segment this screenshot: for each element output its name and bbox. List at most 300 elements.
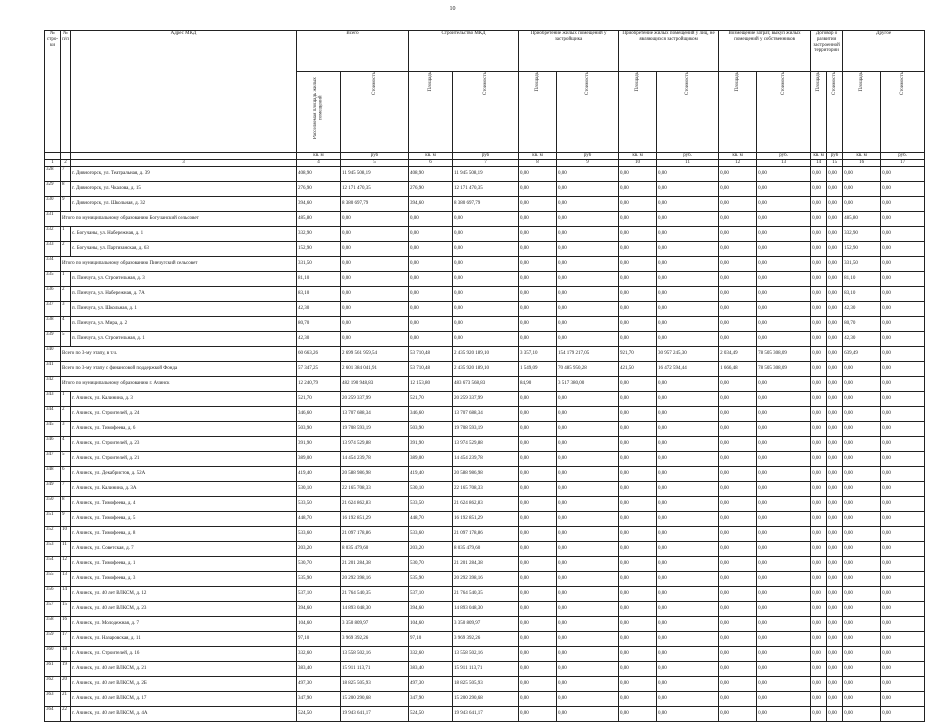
value-cell: 0,00 bbox=[619, 496, 657, 511]
value-cell: 0,00 bbox=[811, 631, 827, 646]
address-cell: г. Ачинск, ул. 40 лет ВЛКСМ, д. 23 bbox=[71, 601, 297, 616]
value-cell: 0,00 bbox=[619, 166, 657, 181]
row-number-cell: 338 bbox=[45, 316, 61, 331]
column-index-cell: 9 bbox=[557, 159, 619, 166]
value-cell: 0,00 bbox=[843, 646, 881, 661]
unit-cell-blank bbox=[61, 153, 71, 160]
address-cell: г. Дивногорск, ул. Театральная, д. 39 bbox=[71, 166, 297, 181]
value-cell: 13 974 529,88 bbox=[453, 436, 519, 451]
value-cell: 0,00 bbox=[657, 616, 719, 631]
unit-cell: кв. м bbox=[409, 153, 453, 160]
value-cell: 0,00 bbox=[881, 451, 925, 466]
column-index-cell: 5 bbox=[341, 159, 409, 166]
value-cell: 394,60 bbox=[297, 196, 341, 211]
table-row bbox=[45, 226, 925, 241]
value-cell: 408,90 bbox=[409, 166, 453, 181]
item-number-cell: 20 bbox=[61, 676, 71, 691]
value-cell: 0,00 bbox=[827, 646, 843, 661]
table-row bbox=[45, 451, 925, 466]
value-cell: 0,00 bbox=[719, 631, 757, 646]
value-cell: 0,00 bbox=[619, 451, 657, 466]
table-row bbox=[45, 661, 925, 676]
value-cell: 2 034,49 bbox=[719, 346, 757, 361]
value-cell: 0,00 bbox=[843, 691, 881, 706]
value-cell: 0,00 bbox=[827, 346, 843, 361]
value-cell: 0,00 bbox=[341, 301, 409, 316]
value-cell: 0,00 bbox=[409, 331, 453, 346]
value-cell: 12 171 470,35 bbox=[453, 181, 519, 196]
value-cell: 0,00 bbox=[657, 586, 719, 601]
value-cell: 16 192 851,29 bbox=[453, 511, 519, 526]
value-cell: 0,00 bbox=[811, 601, 827, 616]
value-cell: 21 764 540,35 bbox=[341, 586, 409, 601]
value-cell: 0,00 bbox=[827, 226, 843, 241]
value-cell: 0,00 bbox=[719, 181, 757, 196]
value-cell: 0,00 bbox=[827, 451, 843, 466]
row-number-cell: 332 bbox=[45, 226, 61, 241]
column-index-cell: 7 bbox=[453, 159, 519, 166]
value-cell: 80,70 bbox=[297, 316, 341, 331]
item-number-cell: 7 bbox=[61, 481, 71, 496]
value-cell: 0,00 bbox=[881, 271, 925, 286]
value-cell: 0,00 bbox=[557, 706, 619, 721]
value-cell: 0,00 bbox=[341, 331, 409, 346]
value-cell: 0,00 bbox=[719, 196, 757, 211]
value-cell: 0,00 bbox=[843, 616, 881, 631]
row-number-cell: 342 bbox=[45, 376, 61, 391]
value-cell: 0,00 bbox=[719, 226, 757, 241]
value-cell: 0,00 bbox=[519, 301, 557, 316]
value-cell: 0,00 bbox=[719, 661, 757, 676]
row-number-cell: 360 bbox=[45, 646, 61, 661]
address-cell: г. Ачинск, ул. Тимофеева, д. 3 bbox=[71, 571, 297, 586]
item-number-cell: 2 bbox=[61, 286, 71, 301]
table-body bbox=[45, 166, 925, 721]
value-cell: 0,00 bbox=[519, 526, 557, 541]
item-number-cell: 11 bbox=[61, 541, 71, 556]
value-cell: 0,00 bbox=[519, 466, 557, 481]
value-cell: 533,50 bbox=[409, 496, 453, 511]
item-number-cell: 4 bbox=[61, 436, 71, 451]
subheader-cell bbox=[843, 72, 881, 153]
value-cell: 0,00 bbox=[657, 241, 719, 256]
value-cell: 0,00 bbox=[843, 556, 881, 571]
value-cell: 19 708 593,19 bbox=[453, 421, 519, 436]
value-cell: 0,00 bbox=[657, 331, 719, 346]
value-cell: 0,00 bbox=[519, 556, 557, 571]
value-cell: 0,00 bbox=[843, 361, 881, 376]
value-cell: 0,00 bbox=[519, 631, 557, 646]
value-cell: 0,00 bbox=[881, 466, 925, 481]
value-cell: 276,90 bbox=[409, 181, 453, 196]
value-cell: 0,00 bbox=[619, 421, 657, 436]
item-number-cell: 3 bbox=[61, 301, 71, 316]
value-cell: 0,00 bbox=[657, 466, 719, 481]
value-cell: 0,00 bbox=[619, 316, 657, 331]
value-cell: 0,00 bbox=[657, 661, 719, 676]
value-cell: 0,00 bbox=[453, 241, 519, 256]
value-cell: 0,00 bbox=[827, 316, 843, 331]
subheader-label: Стоимость bbox=[482, 72, 488, 96]
value-cell: 0,00 bbox=[519, 196, 557, 211]
row-number-cell: 340 bbox=[45, 346, 61, 361]
value-cell: 0,00 bbox=[719, 616, 757, 631]
address-cell: г. Ачинск, ул. 40 лет ВЛКСМ, д. 4А bbox=[71, 706, 297, 721]
unit-cell: кв. м bbox=[619, 153, 657, 160]
value-cell: 0,00 bbox=[843, 601, 881, 616]
value-cell: 0,00 bbox=[881, 241, 925, 256]
value-cell: 391,90 bbox=[409, 436, 453, 451]
value-cell: 15 200 290,68 bbox=[453, 691, 519, 706]
value-cell: 20 292 398,16 bbox=[453, 571, 519, 586]
group-header-developer-purchase: Приобретение жилых помещений у застройщика bbox=[519, 31, 619, 72]
value-cell: 0,00 bbox=[827, 331, 843, 346]
row-number-cell: 329 bbox=[45, 181, 61, 196]
subheader-label: Расселяемая площадь жилых помещений bbox=[313, 77, 324, 139]
value-cell: 331,50 bbox=[297, 256, 341, 271]
value-cell: 332,60 bbox=[297, 646, 341, 661]
value-cell: 0,00 bbox=[619, 256, 657, 271]
item-number-cell: 15 bbox=[61, 601, 71, 616]
value-cell: 389,00 bbox=[409, 451, 453, 466]
value-cell: 0,00 bbox=[557, 616, 619, 631]
table-row bbox=[45, 181, 925, 196]
row-number-cell: 330 bbox=[45, 196, 61, 211]
value-cell: 203,20 bbox=[409, 541, 453, 556]
column-index-cell: 15 bbox=[827, 159, 843, 166]
unit-cell: руб bbox=[557, 153, 619, 160]
unit-cell: руб bbox=[453, 153, 519, 160]
value-cell: 0,00 bbox=[557, 391, 619, 406]
value-cell: 0,00 bbox=[811, 286, 827, 301]
value-cell: 0,00 bbox=[519, 271, 557, 286]
unit-cell: руб. bbox=[881, 153, 925, 160]
value-cell: 0,00 bbox=[657, 211, 719, 226]
value-cell: 0,00 bbox=[881, 196, 925, 211]
value-cell: 0,00 bbox=[657, 691, 719, 706]
value-cell: 0,00 bbox=[519, 211, 557, 226]
value-cell: 0,00 bbox=[557, 421, 619, 436]
value-cell: 0,00 bbox=[881, 361, 925, 376]
col-pn-header: № п/п bbox=[61, 31, 71, 153]
row-number-cell: 343 bbox=[45, 391, 61, 406]
value-cell: 0,00 bbox=[657, 571, 719, 586]
row-number-cell: 349 bbox=[45, 481, 61, 496]
value-cell: 0,00 bbox=[881, 691, 925, 706]
address-cell: г. Ачинск, ул. Молодежная, д. 7 bbox=[71, 616, 297, 631]
value-cell: 0,00 bbox=[619, 601, 657, 616]
row-number-cell: 356 bbox=[45, 586, 61, 601]
column-index-cell: 11 bbox=[657, 159, 719, 166]
address-cell: г. Ачинск, ул. Тимофеева, д. 4 bbox=[71, 496, 297, 511]
value-cell: 0,00 bbox=[657, 421, 719, 436]
table-row bbox=[45, 601, 925, 616]
value-cell: 448,70 bbox=[409, 511, 453, 526]
value-cell: 0,00 bbox=[719, 271, 757, 286]
table-row bbox=[45, 346, 925, 361]
value-cell: 0,00 bbox=[757, 556, 811, 571]
value-cell: 154 179 217,05 bbox=[557, 346, 619, 361]
value-cell: 0,00 bbox=[843, 706, 881, 721]
row-number-cell: 355 bbox=[45, 571, 61, 586]
item-number-cell: 17 bbox=[61, 631, 71, 646]
address-cell: г. Ачинск, ул. Строителей, д. 16 bbox=[71, 646, 297, 661]
value-cell: 0,00 bbox=[827, 691, 843, 706]
table-row bbox=[45, 526, 925, 541]
value-cell: 13 558 502,16 bbox=[341, 646, 409, 661]
value-cell: 332,90 bbox=[297, 226, 341, 241]
value-cell: 0,00 bbox=[557, 556, 619, 571]
value-cell: 0,00 bbox=[519, 481, 557, 496]
total-label-cell: Всего по 3-му этапу с финансовой поддержкой Фонда bbox=[61, 361, 297, 376]
value-cell: 0,00 bbox=[881, 631, 925, 646]
table-row bbox=[45, 646, 925, 661]
value-cell: 14 454 239,78 bbox=[341, 451, 409, 466]
column-index-row bbox=[45, 159, 925, 166]
value-cell: 0,00 bbox=[719, 706, 757, 721]
value-cell: 0,00 bbox=[519, 241, 557, 256]
subheader-cell bbox=[409, 72, 453, 153]
value-cell: 12 153,80 bbox=[409, 376, 453, 391]
value-cell: 503,90 bbox=[297, 421, 341, 436]
row-number-cell: 333 bbox=[45, 241, 61, 256]
value-cell: 21 764 540,35 bbox=[453, 586, 519, 601]
value-cell: 535,90 bbox=[297, 571, 341, 586]
value-cell: 0,00 bbox=[827, 361, 843, 376]
value-cell: 0,00 bbox=[657, 496, 719, 511]
value-cell: 0,00 bbox=[409, 226, 453, 241]
row-number-cell: 361 bbox=[45, 661, 61, 676]
value-cell: 0,00 bbox=[757, 706, 811, 721]
value-cell: 0,00 bbox=[557, 241, 619, 256]
value-cell: 0,00 bbox=[757, 241, 811, 256]
value-cell: 0,00 bbox=[657, 196, 719, 211]
address-cell: п. Пинчуга, ул. Школьная, д. 1 bbox=[71, 301, 297, 316]
value-cell: 0,00 bbox=[843, 541, 881, 556]
subheader-label: Площадь bbox=[734, 72, 740, 92]
value-cell: 346,60 bbox=[409, 406, 453, 421]
value-cell: 0,00 bbox=[519, 541, 557, 556]
value-cell: 16 472 594,44 bbox=[657, 361, 719, 376]
table-header bbox=[45, 31, 925, 167]
unit-cell: руб bbox=[827, 153, 843, 160]
value-cell: 0,00 bbox=[519, 316, 557, 331]
value-cell: 0,00 bbox=[657, 256, 719, 271]
value-cell: 530,70 bbox=[409, 556, 453, 571]
value-cell: 19 943 641,17 bbox=[453, 706, 519, 721]
value-cell: 0,00 bbox=[657, 481, 719, 496]
value-cell: 0,00 bbox=[827, 556, 843, 571]
subheader-cell bbox=[881, 72, 925, 153]
value-cell: 0,00 bbox=[657, 436, 719, 451]
value-cell: 0,00 bbox=[453, 286, 519, 301]
value-cell: 0,00 bbox=[881, 211, 925, 226]
value-cell: 0,00 bbox=[519, 286, 557, 301]
value-cell: 0,00 bbox=[519, 256, 557, 271]
total-label-cell: Итого по муниципальному образованию Пинчугский сельсовет bbox=[61, 256, 297, 271]
value-cell: 0,00 bbox=[719, 601, 757, 616]
row-number-cell: 341 bbox=[45, 361, 61, 376]
value-cell: 83,10 bbox=[843, 286, 881, 301]
value-cell: 521,70 bbox=[409, 391, 453, 406]
value-cell: 0,00 bbox=[557, 226, 619, 241]
value-cell: 0,00 bbox=[409, 256, 453, 271]
table-row bbox=[45, 166, 925, 181]
address-cell: г. Ачинск, ул. 40 лет ВЛКСМ, д. 12 bbox=[71, 586, 297, 601]
value-cell: 0,00 bbox=[827, 391, 843, 406]
value-cell: 0,00 bbox=[881, 541, 925, 556]
value-cell: 0,00 bbox=[843, 166, 881, 181]
value-cell: 8 380 697,79 bbox=[341, 196, 409, 211]
value-cell: 0,00 bbox=[519, 571, 557, 586]
value-cell: 0,00 bbox=[827, 241, 843, 256]
subheader-cell bbox=[341, 72, 409, 153]
value-cell: 0,00 bbox=[719, 556, 757, 571]
row-number-cell: 362 bbox=[45, 676, 61, 691]
total-label-cell: Итого по муниципальному образованию Богучанский сельсовет bbox=[61, 211, 297, 226]
value-cell: 0,00 bbox=[453, 271, 519, 286]
value-cell: 533,50 bbox=[297, 496, 341, 511]
value-cell: 0,00 bbox=[719, 406, 757, 421]
value-cell: 0,00 bbox=[719, 166, 757, 181]
value-cell: 0,00 bbox=[657, 451, 719, 466]
value-cell: 0,00 bbox=[557, 286, 619, 301]
value-cell: 0,00 bbox=[881, 616, 925, 631]
value-cell: 419,40 bbox=[409, 466, 453, 481]
value-cell: 0,00 bbox=[557, 511, 619, 526]
address-cell: г. Ачинск, ул. Калинина, д. 3 bbox=[71, 391, 297, 406]
value-cell: 530,10 bbox=[297, 481, 341, 496]
row-number-cell: 335 bbox=[45, 271, 61, 286]
group-header-total: Всего bbox=[297, 31, 409, 72]
value-cell: 14 893 048,30 bbox=[453, 601, 519, 616]
group-header-construction: Строительство МКД bbox=[409, 31, 519, 72]
value-cell: 0,00 bbox=[881, 436, 925, 451]
address-cell: г. Ачинск, ул. 40 лет ВЛКСМ, д. 17 bbox=[71, 691, 297, 706]
value-cell: 0,00 bbox=[881, 346, 925, 361]
row-number-cell: 328 bbox=[45, 166, 61, 181]
value-cell: 0,00 bbox=[719, 571, 757, 586]
value-cell: 0,00 bbox=[619, 286, 657, 301]
value-cell: 0,00 bbox=[719, 586, 757, 601]
value-cell: 0,00 bbox=[719, 451, 757, 466]
value-cell: 0,00 bbox=[453, 256, 519, 271]
item-number-cell: 16 bbox=[61, 616, 71, 631]
unit-cell: кв. м bbox=[519, 153, 557, 160]
value-cell: 20 292 398,16 bbox=[341, 571, 409, 586]
value-cell: 0,00 bbox=[453, 301, 519, 316]
unit-cell-blank bbox=[71, 153, 297, 160]
value-cell: 530,70 bbox=[297, 556, 341, 571]
value-cell: 0,00 bbox=[757, 631, 811, 646]
value-cell: 20 259 337,99 bbox=[341, 391, 409, 406]
value-cell: 0,00 bbox=[757, 421, 811, 436]
address-cell: г. Ачинск, ул. Тимофеева, д. 8 bbox=[71, 526, 297, 541]
address-cell: п. Пинчуга, ул. Строительная, д. 3 bbox=[71, 271, 297, 286]
value-cell: 0,00 bbox=[881, 586, 925, 601]
value-cell: 0,00 bbox=[827, 676, 843, 691]
value-cell: 0,00 bbox=[843, 421, 881, 436]
subheader-cell bbox=[297, 72, 341, 153]
value-cell: 0,00 bbox=[881, 166, 925, 181]
item-number-cell: 19 bbox=[61, 661, 71, 676]
value-cell: 0,00 bbox=[757, 376, 811, 391]
value-cell: 0,00 bbox=[657, 181, 719, 196]
value-cell: 0,00 bbox=[827, 481, 843, 496]
units-row bbox=[45, 153, 925, 160]
value-cell: 0,00 bbox=[827, 571, 843, 586]
value-cell: 0,00 bbox=[811, 241, 827, 256]
value-cell: 1 666,48 bbox=[719, 361, 757, 376]
value-cell: 0,00 bbox=[619, 226, 657, 241]
value-cell: 0,00 bbox=[657, 556, 719, 571]
item-number-cell: 6 bbox=[61, 466, 71, 481]
value-cell: 0,00 bbox=[881, 406, 925, 421]
item-number-cell: 22 bbox=[61, 706, 71, 721]
table-row bbox=[45, 691, 925, 706]
value-cell: 0,00 bbox=[719, 526, 757, 541]
value-cell: 421,50 bbox=[619, 361, 657, 376]
value-cell: 0,00 bbox=[811, 391, 827, 406]
table-row bbox=[45, 301, 925, 316]
table-row bbox=[45, 436, 925, 451]
value-cell: 0,00 bbox=[719, 316, 757, 331]
value-cell: 0,00 bbox=[811, 406, 827, 421]
value-cell: 0,00 bbox=[519, 451, 557, 466]
column-index-cell: 14 bbox=[811, 159, 827, 166]
column-index-cell: 10 bbox=[619, 159, 657, 166]
address-cell: г. Ачинск, ул. Строителей, д. 23 bbox=[71, 436, 297, 451]
value-cell: 0,00 bbox=[619, 196, 657, 211]
value-cell: 0,00 bbox=[557, 436, 619, 451]
address-cell: п. Пинчуга, ул. Мира, д. 2 bbox=[71, 316, 297, 331]
value-cell: 13 558 502,16 bbox=[453, 646, 519, 661]
subheader-label: Площадь bbox=[858, 72, 864, 92]
value-cell: 152,90 bbox=[297, 241, 341, 256]
resettlement-table bbox=[44, 30, 925, 722]
value-cell: 0,00 bbox=[557, 181, 619, 196]
value-cell: 0,00 bbox=[881, 391, 925, 406]
value-cell: 0,00 bbox=[881, 706, 925, 721]
value-cell: 0,00 bbox=[657, 166, 719, 181]
value-cell: 0,00 bbox=[827, 301, 843, 316]
value-cell: 8 380 697,79 bbox=[453, 196, 519, 211]
value-cell: 0,00 bbox=[757, 211, 811, 226]
value-cell: 0,00 bbox=[757, 181, 811, 196]
table-row bbox=[45, 391, 925, 406]
address-cell: г. Ачинск, ул. Строителей, д. 24 bbox=[71, 406, 297, 421]
value-cell: 42,30 bbox=[843, 301, 881, 316]
value-cell: 21 097 178,86 bbox=[341, 526, 409, 541]
value-cell: 0,00 bbox=[757, 586, 811, 601]
value-cell: 0,00 bbox=[719, 691, 757, 706]
unit-cell: руб. bbox=[657, 153, 719, 160]
value-cell: 0,00 bbox=[827, 166, 843, 181]
value-cell: 0,00 bbox=[827, 526, 843, 541]
column-index-cell: 17 bbox=[881, 159, 925, 166]
value-cell: 0,00 bbox=[557, 661, 619, 676]
value-cell: 42,30 bbox=[297, 331, 341, 346]
value-cell: 0,00 bbox=[757, 226, 811, 241]
value-cell: 104,60 bbox=[409, 616, 453, 631]
value-cell: 0,00 bbox=[811, 466, 827, 481]
value-cell: 0,00 bbox=[719, 301, 757, 316]
value-cell: 346,60 bbox=[297, 406, 341, 421]
value-cell: 1 549,09 bbox=[519, 361, 557, 376]
group-header-other: Другое bbox=[843, 31, 925, 72]
item-number-cell: 8 bbox=[61, 496, 71, 511]
value-cell: 22 165 708,33 bbox=[453, 481, 519, 496]
